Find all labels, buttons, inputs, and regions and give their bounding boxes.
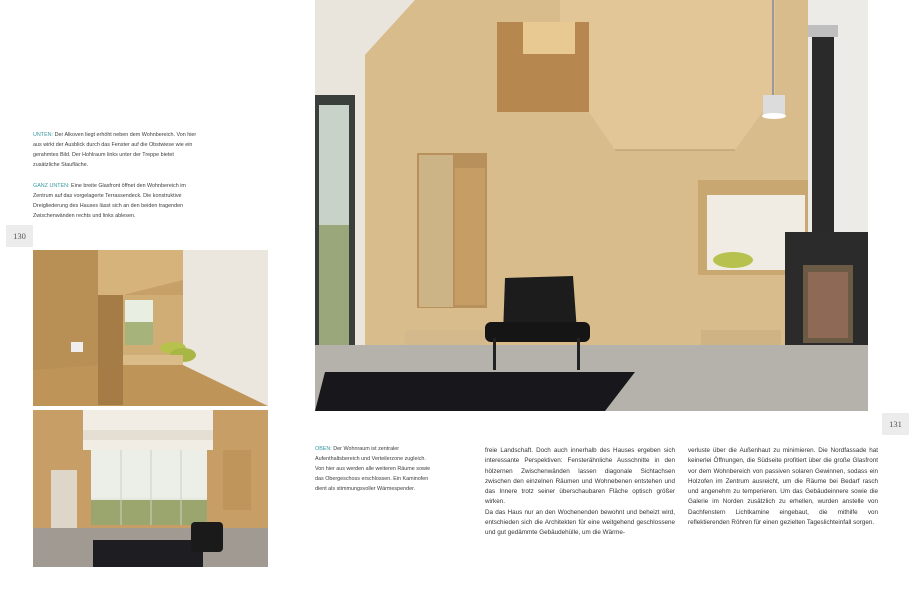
photo-glasfront	[33, 410, 268, 567]
caption-glasfront	[33, 181, 198, 221]
caption-text: Der Wohnraum ist zentraler Aufenthaltsbereich und Verteilerzone zugleich. Von hier aus werden alle weiteren Räume sowie das Obergeschoss erschlossen. Ein Kaminofen dient als stimmungsvoller Wärmespender.	[315, 446, 431, 492]
glasfront-illustration	[33, 410, 268, 567]
body-paragraph: freie Landschaft. Doch auch innerhalb des Hauses ergeben sich interessante Perspektiven: Fensterähnliche Ausschnitte in den hölzernen Zwischenwänden lassen diagonale Sichtachsen zwischen den einzelnen Räumen und Wohnebenen entstehen und das Innere trotz seiner überschaubaren Fläche optisch größer wirken.	[485, 447, 675, 506]
body-paragraph: verluste über die Außenhaut zu minimieren. Die Nordfassade hat keinerlei Öffnungen, die Südseite profitiert über die große Glasfront vor dem Wohnbereich von passiven solaren Gewinnen, sodass ein Holzofen im Zentrum ausreicht, um die Räume bei Bedarf rasch und angenehm zu temperieren. Um das Gebäudeinnere sowie die Galerie im Norden zusätzlich zu erhellen, wurden anstelle von Dachfenstern Lichtkamine eingebaut, die mithilfe von reflektierenden Röhren für einen gezielten Tageslichteinfall sorgen.	[688, 447, 878, 527]
caption-text: Der Alkoven liegt erhöht neben dem Wohnbereich. Von hier aus wirkt der Ausblick durch das Fenster auf die Obstwiese wie ein gerahmtes Bild. Der Hohlraum links unter der Treppe bietet zusätzliche Staufläche.	[33, 132, 197, 168]
caption-wohnraum	[315, 444, 435, 494]
page-number-left: 130	[6, 225, 33, 247]
body-column-2	[688, 446, 878, 528]
photo-alkoven	[33, 250, 268, 406]
caption-alkoven	[33, 130, 198, 170]
caption-text: Eine breite Glasfront öffnet den Wohnbereich im Zentrum auf das vorgelagerte Terrassendeck. Die konstruktive Dreigliederung des Hauses lässt sich an den beiden tragenden Zwischenwänden rechts und links ablesen.	[33, 183, 186, 219]
left-page	[0, 0, 315, 600]
caption-label: GANZ UNTEN:	[33, 183, 70, 189]
wohnraum-illustration	[315, 0, 868, 411]
photo-wohnraum	[315, 0, 868, 411]
alkoven-illustration	[33, 250, 268, 406]
caption-label: OBEN:	[315, 446, 332, 452]
page-number-right: 131	[882, 413, 909, 435]
caption-label: UNTEN:	[33, 132, 54, 138]
right-page	[315, 0, 915, 600]
body-column-1	[485, 446, 675, 539]
body-paragraph: Da das Haus nur an den Wochenenden bewohnt und beheizt wird, entschieden sich die Architekten für eine weitgehend geschlossene und gut gedämmte Gebäudehülle, um die Wärme-	[485, 508, 675, 537]
